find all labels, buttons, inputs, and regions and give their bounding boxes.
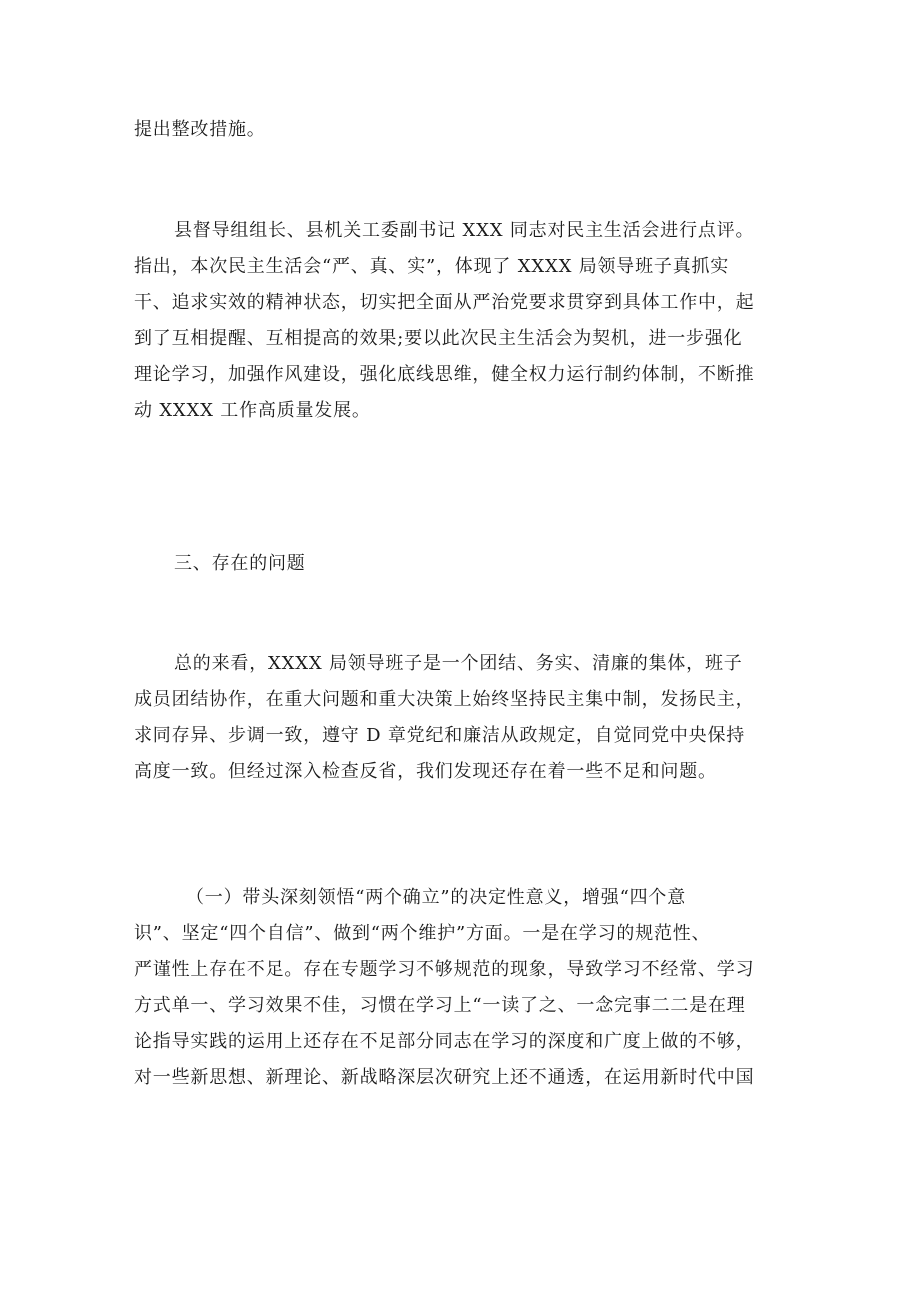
paragraph-review-comments xyxy=(134,213,796,429)
text-line: 成员团结协作，在重大问题和重大决策上始终坚持民主集中制，发扬民主， xyxy=(134,689,755,710)
text-line: 动 XXXX 工作高质量发展。 xyxy=(134,400,371,421)
text-line: 指出，本次民主生活会“严、真、实”，体现了 XXXX 局领导班子真抓实 xyxy=(134,256,730,277)
text-line: 对一些新思想、新理论、新战略深层次研究上还不通透，在运用新时代中国 xyxy=(134,1067,755,1088)
text-line: 求同存异、步调一致，遵守 D 章党纪和廉洁从政规定，自觉同党中央保持 xyxy=(134,725,746,746)
text-line: 严谨性上存在不足。存在专题学习不够规范的现象，导致学习不经常、学习 xyxy=(134,959,755,980)
section-heading xyxy=(134,546,796,582)
text-line: 方式单一、学习效果不佳，习惯在学习上“一读了之、一念完事二二是在理 xyxy=(134,995,746,1016)
text-line: 理论学习，加强作风建设，强化底线思维，健全权力运行制约体制，不断推 xyxy=(134,364,755,385)
text-line: 到了互相提醒、互相提高的效果;要以此次民主生活会为契机，进一步强化 xyxy=(134,328,743,349)
paragraph-continuation xyxy=(134,112,796,148)
text-line: 总的来看，XXXX 局领导班子是一个团结、务实、清廉的集体，班子 xyxy=(174,653,743,674)
text-line: 论指导实践的运用上还存在不足部分同志在学习的深度和广度上做的不够， xyxy=(134,1031,755,1052)
text-line: （一）带头深刻领悟“两个确立”的决定性意义，增强“四个意 xyxy=(186,887,687,908)
text-line: 干、追求实效的精神状态，切实把全面从严治党要求贯穿到具体工作中，起 xyxy=(134,292,755,313)
text-line: 提出整改措施。 xyxy=(134,119,266,140)
text-line: 县督导组组长、县机关工委副书记 XXX 同志对民主生活会进行点评。 xyxy=(174,220,755,241)
text-line: 识”、坚定“四个自信”、做到“两个维护”方面。一是在学习的规范性、 xyxy=(134,923,711,944)
paragraph-overview xyxy=(134,646,796,790)
text-line: 高度一致。但经过深入检查反省，我们发现还存在着一些不足和问题。 xyxy=(134,761,717,782)
heading-text: 三、存在的问题 xyxy=(174,553,306,574)
paragraph-issue-one xyxy=(134,880,796,1096)
